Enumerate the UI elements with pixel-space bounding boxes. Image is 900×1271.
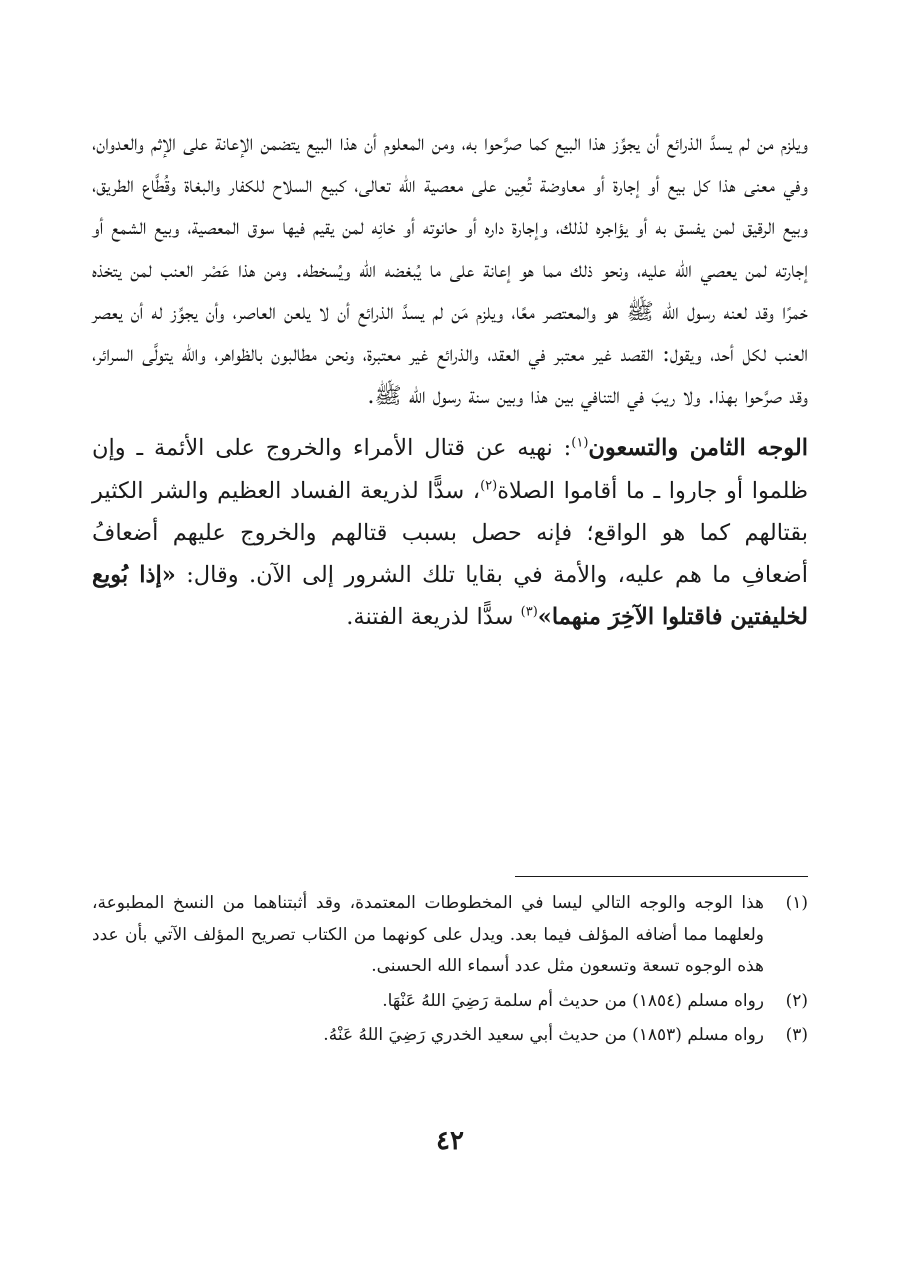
- paragraph-2-text-a: : نهيه عن قتال الأمراء والخروج على الأئمة ـ وإن ظلموا أو جاروا ـ ما أقاموا الصلاة: [92, 435, 808, 504]
- paragraph-2: [92, 427, 808, 638]
- hadith-quote: «إذا بُويع لخليفتين فاقتلوا الآخِرَ منهما»: [92, 562, 808, 631]
- footnote-2: [92, 986, 808, 1018]
- paragraph-1: ويلزم من لم يسدَّ الذرائع أن يجوِّز هذا البيع كما صرَّحوا به، ومن المعلوم أن هذا البيع يتضمن الإعانة على الإثم والعدوان، وفي معنى هذا كل بيع أو إجارة أو معاوضة تُعِين على معصية الله تعالى، كبيع السلاح للكفار والبغاة وقُطَّاع الطريق، وبيع الرقيق لمن يفسق به أو يؤاجره لذلك، وإجارة داره أو حانوته أو خانِه لمن يقيم فيها سوق المعصية، وبيع الشمع أو إجارته لمن يعصي الله عليه، ونحو ذلك مما هو إعانة على ما يُبغضه الله ويُسخطه. ومن هذا عَصْر العنب لمن يتخذه خمرًا وقد لعنه رسول الله ﷺ هو والمعتصر معًا، ويلزم مَن لم يسدَّ الذرائع أن لا يلعن العاصر، وأن يجوِّز له أن يعصر العنب لكل أحد، ويقول: القصد غير معتبر في العقد، والذرائع غير معتبرة، ونحن مطالبون بالظواهر، والله يتولَّى السرائر، وقد صرَّحوا بهذا. ولا ريبَ في التنافي بين هذا وبين سنة رسول الله ﷺ.: [92, 130, 808, 410]
- footnotes: [92, 888, 808, 1055]
- footnote-1: [92, 888, 808, 983]
- paragraph-2-text-b: ، سدًّا لذريعة الفساد العظيم والشر الكثير بقتالهم كما هو الواقع؛ فإنه حصل بسبب قتالهم والخروج عليهم أضعافُ أضعافِ ما هم عليه، والأمة في بقايا تلك الشرور إلى الآن. وقال:: [92, 477, 808, 589]
- footnote-ref-3: (٣): [520, 604, 538, 620]
- paragraph-2-lead: الوجه الثامن والتسعون: [588, 435, 808, 462]
- main-text: [92, 122, 808, 638]
- footnote-ref-2: (٢): [480, 478, 498, 494]
- paragraph-2-text-c: سدًّا لذريعة الفتنة.: [346, 604, 521, 631]
- footnote-text: هذا الوجه والوجه التالي ليسا في المخطوطات المعتمدة، وقد أثبتناهما من النسخ المطبوعة، ولعلهما مما أضافه المؤلف فيما بعد. ويدل على كونهما من الكتاب تصريح المؤلف الآتي بأن عدد هذه الوجوه تسعة وتسعون مثل عدد أسماء الله الحسنى.: [92, 893, 764, 976]
- footnote-number: (٢): [785, 990, 808, 1011]
- footnote-number: (١): [785, 893, 808, 913]
- footnote-text: رواه مسلم (١٨٥٣) من حديث أبي سعيد الخدري رَضِيَ اللهُ عَنْهُ.: [323, 1025, 764, 1045]
- footnote-ref-1: (١): [571, 435, 589, 451]
- page-number: ٤٢: [436, 1126, 464, 1156]
- footnote-separator: [515, 876, 808, 877]
- footnote-3: [92, 1020, 808, 1052]
- footnote-number: (٣): [785, 1025, 808, 1045]
- footnote-text: رواه مسلم (١٨٥٤) من حديث أم سلمة رَضِيَ اللهُ عَنْهَا.: [382, 990, 764, 1011]
